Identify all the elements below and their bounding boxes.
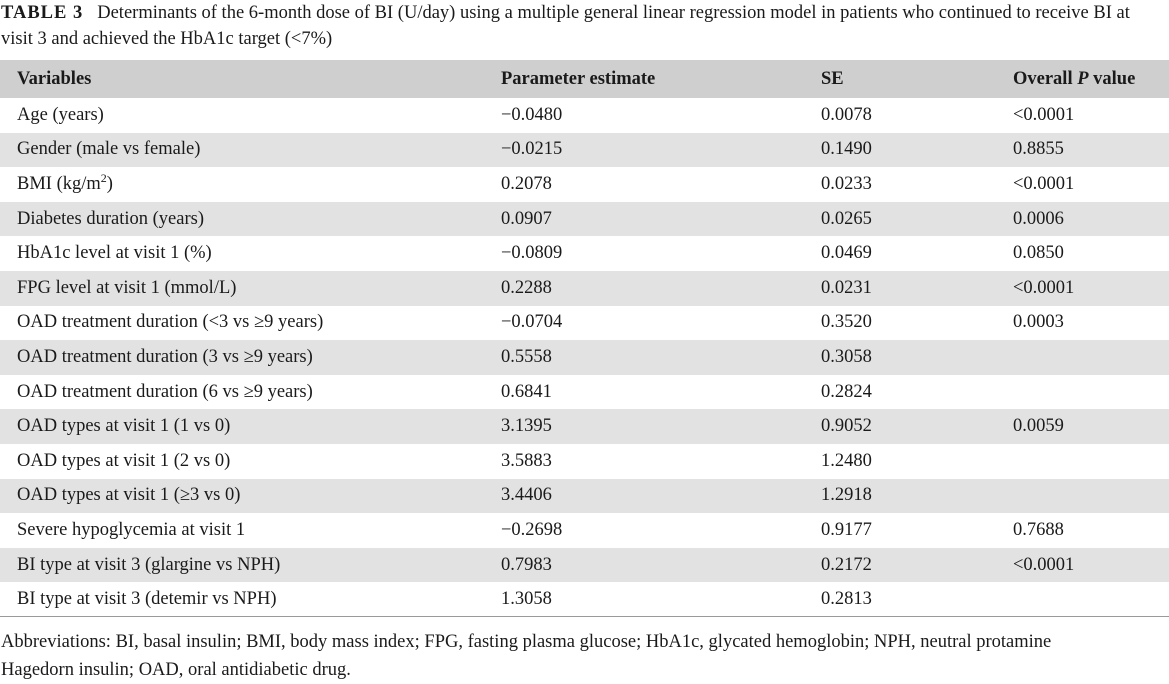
se-cell: 1.2480 (821, 450, 872, 471)
table-row (0, 167, 1169, 202)
estimate-cell: −0.0215 (501, 139, 563, 160)
variable-cell: Severe hypoglycemia at visit 1 (17, 519, 246, 540)
pvalue-cell (1013, 444, 1169, 479)
variable-cell: OAD treatment duration (6 vs ≥9 years) (17, 381, 313, 402)
estimate-cell: 3.1395 (501, 416, 552, 437)
pvalue-cell: 0.8855 (1013, 139, 1064, 160)
se-cell: 0.0078 (821, 104, 872, 125)
table-row (0, 444, 1169, 479)
table-row (0, 479, 1169, 514)
footnote-line-2: Hagedorn insulin; OAD, oral antidiabetic drug. (1, 660, 351, 680)
se-cell: 0.0469 (821, 243, 872, 264)
pvalue-cell: 0.0006 (1013, 208, 1064, 229)
se-cell: 0.3058 (821, 346, 872, 367)
table-row (0, 306, 1169, 341)
se-cell: 0.0233 (821, 173, 872, 194)
se-cell: 0.0231 (821, 277, 872, 298)
table-row (0, 548, 1169, 583)
estimate-cell: 0.7983 (501, 554, 552, 575)
variable-cell: BMI $(kg/m^2)$ (17, 170, 113, 194)
pvalue-cell: 0.7688 (1013, 519, 1064, 540)
variable-cell: HbA1c level at visit 1 (%) (17, 243, 212, 264)
variable-cell: FPG level at visit 1 (mmol/L) (17, 277, 237, 298)
table-row (0, 133, 1169, 168)
table-row (0, 409, 1169, 444)
pvalue-cell: <0.0001 (1013, 554, 1075, 575)
variable-cell: BI type at visit 3 (detemir vs NPH) (17, 588, 277, 609)
pvalue-cell: <0.0001 (1013, 173, 1075, 194)
se-cell: 0.2172 (821, 554, 872, 575)
estimate-cell: 3.4406 (501, 485, 552, 506)
se-cell: 0.2813 (821, 588, 872, 609)
se-cell: 0.2824 (821, 381, 872, 402)
estimate-cell: 0.5558 (501, 346, 552, 367)
variable-cell: OAD treatment duration (<3 vs ≥9 years) (17, 312, 324, 333)
table-row (0, 98, 1169, 133)
table-body (0, 98, 1169, 617)
table-label: TABLE 3 (1, 3, 84, 23)
estimate-cell: 0.6841 (501, 381, 552, 402)
table-row (0, 202, 1169, 237)
pvalue-cell: 0.0059 (1013, 416, 1064, 437)
estimate-cell: −0.0480 (501, 104, 563, 125)
se-cell: 0.0265 (821, 208, 872, 229)
variable-cell: OAD treatment duration (3 vs ≥9 years) (17, 346, 313, 367)
table-caption (0, 0, 1161, 52)
variable-cell: Gender (male vs female) (17, 139, 201, 160)
se-cell: 0.1490 (821, 139, 872, 160)
pvalue-cell: <0.0001 (1013, 277, 1075, 298)
caption-text: Determinants of the 6-month dose of BI (U/day) using a multiple general linear regression model in patients who continued to receive BI at visit 3 and achieved the HbA1c target (<7%) (1, 3, 1130, 49)
pvalue-cell (1013, 479, 1169, 514)
table-header-row (0, 60, 1169, 98)
pvalue-cell (1013, 375, 1169, 410)
table-row (0, 375, 1169, 410)
estimate-cell: −0.0704 (501, 312, 563, 333)
pvalue-cell (1013, 582, 1169, 617)
header-se: SE (821, 68, 844, 89)
header-estimate: Parameter estimate (501, 68, 656, 89)
se-cell: 0.3520 (821, 312, 872, 333)
header-variables: Variables (17, 68, 92, 89)
estimate-cell: −0.0809 (501, 243, 563, 264)
variable-cell: Age (years) (17, 104, 104, 125)
estimate-cell: 0.2288 (501, 277, 552, 298)
estimate-cell: 1.3058 (501, 588, 552, 609)
table-row (0, 582, 1169, 617)
pvalue-cell (1013, 340, 1169, 375)
table-row (0, 513, 1169, 548)
pvalue-cell: 0.0850 (1013, 243, 1064, 264)
pvalue-cell: <0.0001 (1013, 104, 1075, 125)
header-pvalue: Overall P value (1013, 68, 1136, 89)
footnote-line-1: Abbreviations: BI, basal insulin; BMI, body mass index; FPG, fasting plasma glucose; HbA1c, glycated hemoglobin; NPH, neutral protamine (1, 632, 1052, 652)
pvalue-cell: 0.0003 (1013, 312, 1064, 333)
variable-cell: Diabetes duration (years) (17, 208, 204, 229)
estimate-cell: −0.2698 (501, 519, 563, 540)
se-cell: 0.9177 (821, 519, 872, 540)
regression-table (0, 60, 1169, 617)
table-row (0, 236, 1169, 271)
table-row (0, 340, 1169, 375)
table-footnote (0, 628, 1169, 684)
variable-cell: BI type at visit 3 (glargine vs NPH) (17, 554, 281, 575)
variable-cell: OAD types at visit 1 (2 vs 0) (17, 450, 231, 471)
estimate-cell: 3.5883 (501, 450, 552, 471)
estimate-cell: 0.2078 (501, 173, 552, 194)
variable-cell: OAD types at visit 1 (≥3 vs 0) (17, 485, 241, 506)
variable-cell: OAD types at visit 1 (1 vs 0) (17, 416, 231, 437)
se-cell: 1.2918 (821, 485, 872, 506)
se-cell: 0.9052 (821, 416, 872, 437)
estimate-cell: 0.0907 (501, 208, 552, 229)
table-row (0, 271, 1169, 306)
